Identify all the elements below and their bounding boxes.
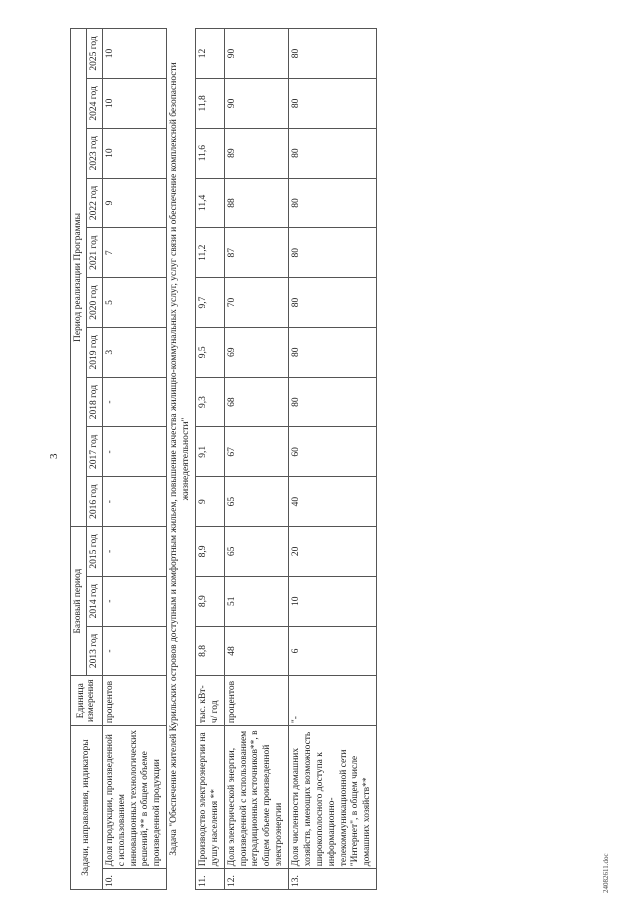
value-cell: - bbox=[102, 477, 166, 527]
table-row bbox=[289, 29, 377, 890]
value-cell: 3 bbox=[102, 327, 166, 377]
value-cell: 80 bbox=[289, 128, 377, 178]
value-cell: 60 bbox=[289, 427, 377, 477]
value-cell: 9,1 bbox=[195, 427, 224, 477]
value-cell: 20 bbox=[289, 527, 377, 577]
value-cell: 11,6 bbox=[195, 128, 224, 178]
value-cell: 80 bbox=[289, 78, 377, 128]
value-cell: 11,2 bbox=[195, 228, 224, 278]
value-cell: 9,5 bbox=[195, 327, 224, 377]
value-cell: 69 bbox=[224, 327, 288, 377]
value-cell: 8,8 bbox=[195, 626, 224, 676]
year-header: 2022 год bbox=[86, 178, 102, 228]
file-name: 24082611.doc bbox=[602, 853, 610, 893]
table-row bbox=[195, 29, 224, 890]
year-header: 2020 год bbox=[86, 278, 102, 328]
col-task-header: Задачи, направления, индикаторы bbox=[71, 726, 103, 890]
value-cell: - bbox=[102, 527, 166, 577]
year-header: 2014 год bbox=[86, 576, 102, 626]
value-cell: 9 bbox=[102, 178, 166, 228]
value-cell: 11,8 bbox=[195, 78, 224, 128]
year-header: 2025 год bbox=[86, 29, 102, 79]
value-cell: 7 bbox=[102, 228, 166, 278]
value-cell: 11,4 bbox=[195, 178, 224, 228]
table-row bbox=[224, 29, 288, 890]
value-cell: - bbox=[102, 576, 166, 626]
value-cell: 90 bbox=[224, 78, 288, 128]
value-cell: 9 bbox=[195, 477, 224, 527]
unit-cell: тыс. кВт-ч/ год bbox=[195, 676, 224, 726]
value-cell: - bbox=[102, 626, 166, 676]
value-cell: 5 bbox=[102, 278, 166, 328]
row-number: 12. bbox=[224, 869, 288, 890]
value-cell: 10 bbox=[102, 128, 166, 178]
value-cell: 8,9 bbox=[195, 576, 224, 626]
value-cell: 65 bbox=[224, 477, 288, 527]
indicators-table bbox=[70, 28, 377, 890]
value-cell: 48 bbox=[224, 626, 288, 676]
year-header: 2013 год bbox=[86, 626, 102, 676]
program-period-header: Период реализации Программы bbox=[71, 29, 87, 527]
indicator-name: Доля продукции, произведенной с использованием инновационных технологических решений,** в общем объеме произведенной продукции bbox=[102, 726, 166, 869]
table-row bbox=[102, 29, 166, 890]
year-header: 2015 год bbox=[86, 527, 102, 577]
value-cell: 68 bbox=[224, 377, 288, 427]
year-header: 2021 год bbox=[86, 228, 102, 278]
year-header: 2018 год bbox=[86, 377, 102, 427]
value-cell: 80 bbox=[289, 377, 377, 427]
value-cell: 80 bbox=[289, 178, 377, 228]
unit-cell: процентов bbox=[102, 676, 166, 726]
value-cell: 80 bbox=[289, 228, 377, 278]
base-period-header: Базовый период bbox=[71, 527, 87, 676]
year-header: 2019 год bbox=[86, 327, 102, 377]
year-header: 2017 год bbox=[86, 427, 102, 477]
unit-cell: "- bbox=[289, 676, 377, 726]
value-cell: 51 bbox=[224, 576, 288, 626]
value-cell: 88 bbox=[224, 178, 288, 228]
value-cell: 70 bbox=[224, 278, 288, 328]
value-cell: 65 bbox=[224, 527, 288, 577]
year-header: 2016 год bbox=[86, 477, 102, 527]
value-cell: 89 bbox=[224, 128, 288, 178]
value-cell: 6 bbox=[289, 626, 377, 676]
value-cell: 90 bbox=[224, 29, 288, 79]
indicator-name: Производство электроэнергии на душу населения ** bbox=[195, 726, 224, 869]
value-cell: 80 bbox=[289, 29, 377, 79]
value-cell: 10 bbox=[102, 78, 166, 128]
row-number: 11. bbox=[195, 869, 224, 890]
row-number: 13. bbox=[289, 869, 377, 890]
year-header: 2024 год bbox=[86, 78, 102, 128]
indicator-name: Доля электрической энергии, произведенной с использованием нетрадиционных источников**, в общем объеме произведенной электроэнергии bbox=[224, 726, 288, 869]
value-cell: 80 bbox=[289, 278, 377, 328]
task-heading: Задача "Обеспечение жителей Курильских островов доступным и комфортным жильем, повышение качества жилищно-коммунальных услуг, услуг связи и обеспечение комплексной безопасности жизнедеятельности" bbox=[169, 62, 192, 856]
value-cell: 12 bbox=[195, 29, 224, 79]
value-cell: 8,9 bbox=[195, 527, 224, 577]
value-cell: 67 bbox=[224, 427, 288, 477]
year-header: 2023 год bbox=[86, 128, 102, 178]
value-cell: - bbox=[102, 377, 166, 427]
value-cell: 10 bbox=[289, 576, 377, 626]
page-number: 3 bbox=[48, 453, 60, 459]
value-cell: 87 bbox=[224, 228, 288, 278]
value-cell: 40 bbox=[289, 477, 377, 527]
col-unit-header: Единица измерения bbox=[71, 676, 103, 726]
value-cell: 9,3 bbox=[195, 377, 224, 427]
value-cell: 10 bbox=[102, 29, 166, 79]
value-cell: 80 bbox=[289, 327, 377, 377]
indicator-name: Доля численности домашних хозяйств, имеющих возможность широкополосного доступа к информационно-телекоммуникационной сети "Интернет", в общем числе домашних хозяйств** bbox=[289, 726, 377, 869]
row-number: 10. bbox=[102, 869, 166, 890]
unit-cell: процентов bbox=[224, 676, 288, 726]
value-cell: 9,7 bbox=[195, 278, 224, 328]
value-cell: - bbox=[102, 427, 166, 477]
